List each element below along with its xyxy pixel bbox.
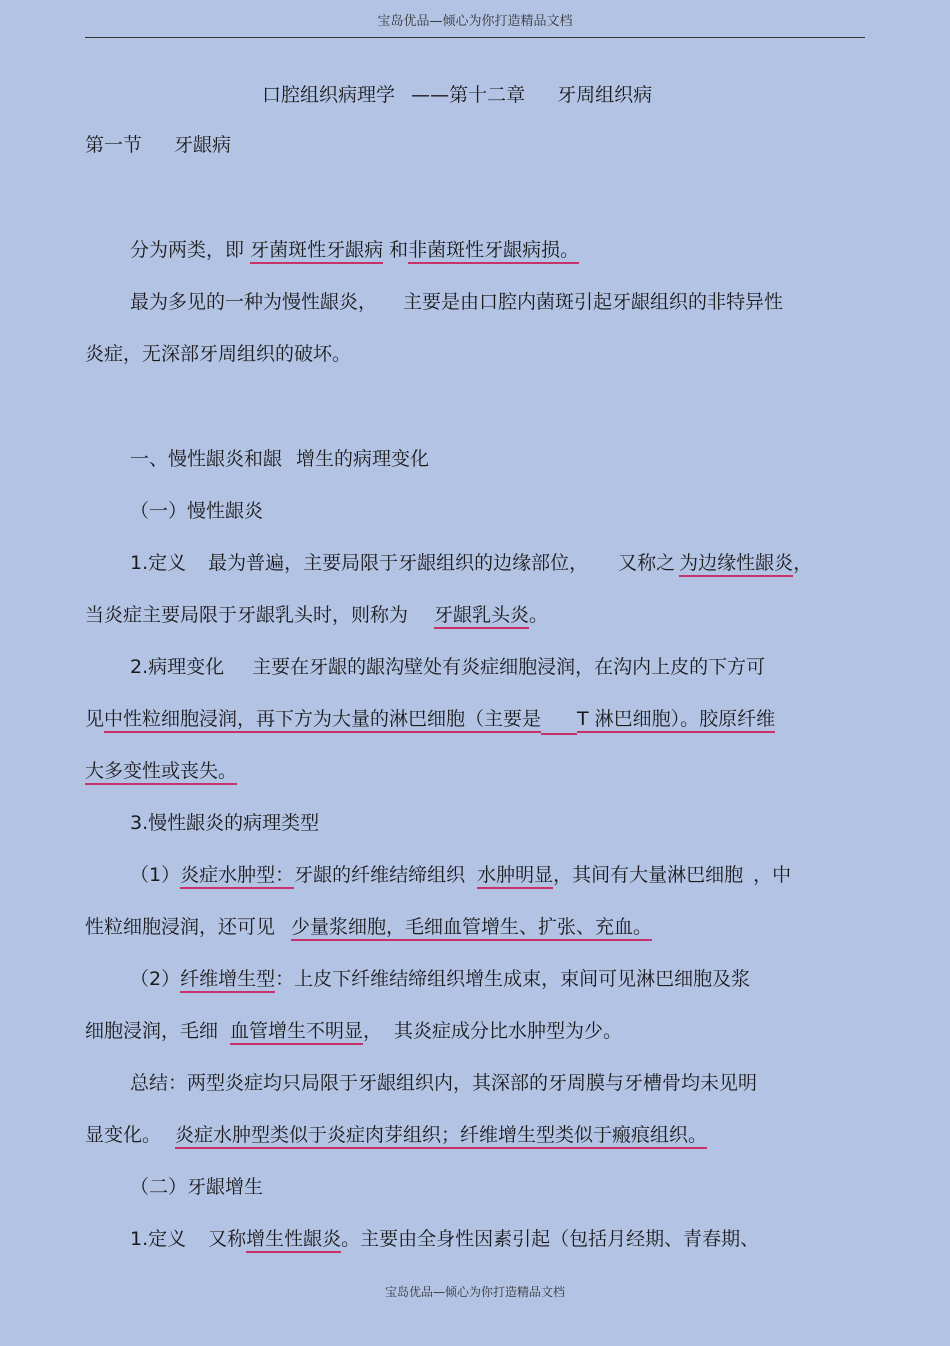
pathology-continuation: 见中性粒细胞浸润，再下方为大量的淋巴细胞（主要是 T 淋巴细胞）。胶原纤维	[85, 706, 875, 735]
underlined-term: 增生性龈炎	[246, 1228, 341, 1253]
definition-continuation: 当炎症主要局限于牙龈乳头时，则称为 牙龈乳头炎。	[85, 602, 875, 628]
summary-continuation: 显变化。 炎症水肿型类似于炎症肉芽组织；纤维增生型类似于瘢痕组织。	[85, 1122, 875, 1148]
title-subject: 口腔组织病理学	[262, 84, 396, 106]
title-chapter: ——第十二章	[411, 84, 526, 106]
pathology-paragraph: 2.病理变化 主要在牙龈的龈沟壁处有炎症细胞浸润，在沟内上皮的下方可	[130, 656, 766, 678]
underlined-term: 水肿明显	[477, 864, 553, 889]
underlined-term: 炎症水肿型类似于炎症肉芽组织；纤维增生型类似于瘢痕组织。	[175, 1124, 707, 1149]
underlined-term: 牙龈乳头炎	[434, 604, 529, 629]
section-name: 牙龈病	[174, 134, 232, 156]
page-footer: 宝岛优品—倾心为你打造精品文档	[384, 1285, 565, 1299]
underlined-term: T 淋巴细胞）。胶原纤维	[577, 708, 775, 733]
underlined-term: 非菌斑性牙龈病损。	[408, 239, 579, 264]
underlined-term: 炎症水肿型：	[180, 864, 294, 889]
underlined-term: 血管增生不明显	[230, 1020, 363, 1045]
chapter-title	[262, 82, 950, 108]
heading-hyperplasia: （二）牙龈增生	[130, 1176, 264, 1198]
page-header: 宝岛优品—倾心为你打造精品文档	[85, 10, 865, 38]
title-topic: 牙周组织病	[557, 84, 653, 106]
underlined-term: 大多变性或丧失。	[85, 760, 237, 785]
definition-paragraph: 1.定义 最为普遍，主要局限于牙龈组织的边缘部位， 又称之 为边缘性龈炎，	[130, 550, 920, 576]
heading-one: 一、慢性龈炎和龈 增生的病理变化	[130, 448, 430, 470]
underlined-term: 为边缘性龈炎	[679, 552, 793, 577]
section-heading	[85, 132, 875, 158]
type-edematous-continuation: 性粒细胞浸润，还可见 少量浆细胞，毛细血管增生、扩张、充血。	[85, 914, 875, 940]
paragraph-classification: 分为两类，即 牙菌斑性牙龈病 和非菌斑性牙龈病损。	[130, 237, 920, 263]
types-heading: 3.慢性龈炎的病理类型	[130, 812, 320, 834]
underlined-term: 少量浆细胞，毛细血管增生、扩张、充血。	[291, 916, 652, 941]
hyperplasia-definition: 1.定义 又称增生性龈炎。主要由全身性因素引起（包括月经期、青春期、	[130, 1226, 920, 1252]
underlined-term: 牙菌斑性牙龈病	[250, 239, 383, 264]
paragraph-continuation: 炎症，无深部牙周组织的破坏。	[85, 343, 352, 365]
summary-paragraph: 总结：两型炎症均只局限于牙龈组织内，其深部的牙周膜与牙槽骨均未见明	[130, 1072, 758, 1094]
pathology-end	[85, 758, 875, 784]
underlined-term: 中性粒细胞浸润，再下方为大量的淋巴细胞（主要是	[104, 708, 541, 733]
heading-chronic: （一）慢性龈炎	[130, 500, 264, 522]
paragraph-chronic-gingivitis: 最为多见的一种为慢性龈炎， 主要是由口腔内菌斑引起牙龈组织的非特异性	[130, 291, 784, 313]
type-fibrous: （2）纤维增生型：上皮下纤维结缔组织增生成束，束间可见淋巴细胞及浆	[130, 966, 920, 992]
type-fibrous-continuation: 细胞浸润，毛细 血管增生不明显， 其炎症成分比水肿型为少。	[85, 1018, 875, 1044]
section-number: 第一节	[85, 134, 143, 156]
underlined-term: 纤维增生型	[180, 968, 275, 993]
type-edematous: （1）炎症水肿型：牙龈的纤维结缔组织 水肿明显，其间有大量淋巴细胞 ，中	[130, 862, 920, 888]
